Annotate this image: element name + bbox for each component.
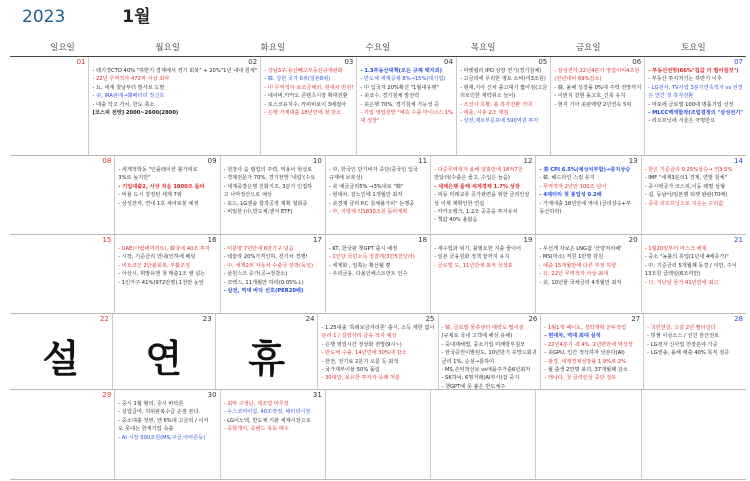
news-item: - 1.25대출 '특례보금자리론' 출시, 소득 제한 없이 <box>321 325 435 331</box>
day-cell[interactable] <box>326 235 431 313</box>
news-item: - 일본 금융원화 정책 끝까지 유지 <box>434 254 510 261</box>
day-cell[interactable] <box>357 57 457 155</box>
day-number: 01 <box>76 58 86 66</box>
news-list <box>329 245 427 279</box>
day-number: 28 <box>734 315 743 323</box>
news-item: - 현대차, 갈노인에 1개월만 최저 <box>328 192 403 199</box>
news-item: (규제로 국내 고객에 해상 유해) <box>441 333 513 340</box>
news-item: - 강남3구,용산빼고부동산규제완화 <box>264 68 343 74</box>
day-number: 18 <box>418 236 428 244</box>
day-number: 22 <box>99 315 109 323</box>
day-number: 23 <box>202 315 212 323</box>
news-item: - 카카오뱅크, 1.2조 공중을 투자유치 <box>434 209 518 216</box>
day-cell[interactable] <box>541 314 644 389</box>
week-row <box>10 390 746 480</box>
month-label: 1월 <box>122 7 151 27</box>
news-item: - 중시백국가 코스피,이둥 레벌 상형 <box>644 183 725 190</box>
news-list <box>329 166 427 216</box>
news-item: - 1월1개 페이도, 청약개혁 군두작업 <box>544 325 627 331</box>
week-row <box>10 235 746 314</box>
weekday-label: 금요일 <box>575 43 601 53</box>
news-item: - 美, 10년물 국채금리 4개월만 최저 <box>539 279 622 286</box>
news-item: - 美경제 금리 P.C 침체불가피" 논쟁중 <box>328 200 415 207</box>
weekday-label: 토요일 <box>681 43 706 53</box>
day-number: 05 <box>538 58 548 66</box>
day-number: 30 <box>207 391 217 399</box>
day-cell[interactable] <box>457 57 551 155</box>
news-item: - 부동산 투자처기는 하반기 이후 <box>648 76 722 83</box>
news-item: - 애플, 시총 2조 깨짐 <box>459 110 509 117</box>
day-cell[interactable] <box>644 314 746 389</box>
news-item: 도 못내는 한계기업 속출 <box>118 426 174 433</box>
news-item: - 한국증권이발된도, 10년만기 유망드회귀 <box>441 350 537 357</box>
day-number: 15 <box>102 236 112 244</box>
day-number: 16 <box>207 236 217 244</box>
news-item: - AI 시장 500조원(MS,구글,아마존등) <box>118 434 206 441</box>
news-item: - 中 무역적자 보조금해외, 현대차 반전! <box>264 84 354 91</box>
news-item: - 마켓컬리 IPO 상장 연기(경기침체) <box>459 68 542 74</box>
news-item: - 1.3부동산대책(모든 규제 택지외) <box>360 68 443 74</box>
day-number: 29 <box>102 391 112 399</box>
news-item: - MLCC백색합작(조립결정의 "삼성전기" <box>648 110 743 117</box>
news-item: - 세계은행 올해 세계경제 1.7% 성장 <box>434 183 520 190</box>
day-cell[interactable] <box>536 390 641 479</box>
day-number <box>645 391 743 400</box>
news-item: - 실업급여, 허위판복수급 손질 본다. <box>118 409 201 416</box>
day-cell[interactable] <box>115 156 220 234</box>
news-item: - 22년4분기 -0.4%, 2년반만에 역성장 <box>544 341 633 348</box>
holiday-character: 휴 <box>248 337 285 381</box>
news-list <box>539 166 637 216</box>
day-number <box>539 391 637 400</box>
news-item: - 무역적자 2년만 100조 넘어 <box>539 183 607 190</box>
holiday-character: 설 <box>42 337 80 381</box>
day-cell[interactable] <box>115 390 220 479</box>
news-item: - 우선게 자보은 LNG값 '산양처리배' <box>539 246 622 252</box>
news-item: - 비밀한 (中,반도체,엔서 ETF) <box>223 209 293 216</box>
news-item: - 삼전,제브부문포에 590억원 투자 <box>459 118 539 125</box>
news-item: - 22년 무역적자 472억 사상 최악 <box>92 76 170 83</box>
news-item: - KT, 한국판 챗GPT 출시 예정 <box>328 246 398 252</box>
news-item: - 포스코유지수, 카피비보이 3배절아 <box>264 101 347 108</box>
news-list <box>118 166 216 208</box>
day-number: 07 <box>734 58 743 66</box>
news-item: 분리 1 / 설령자리 금융 적자 예상 <box>321 333 397 340</box>
weekday-label: 화요일 <box>260 43 286 53</box>
day-number: 02 <box>248 58 258 66</box>
news-item: - 중소대출 정번, 엔 6%대 고금리 / 이자 <box>118 417 209 424</box>
day-number: 04 <box>444 58 453 66</box>
news-item: - MS,손익적선보 vs애플주가출6년최저 <box>441 367 531 374</box>
news-item: - 반도체 수출, 14년만에 30%대 감소 <box>321 350 407 357</box>
news-item: - 1월20일부터 마스크 해제 <box>644 246 707 252</box>
news-item: - 캐나다, 첫 금리인상 중단 검토 <box>544 375 617 382</box>
day-number: 14 <box>734 157 743 165</box>
day-number <box>434 391 532 400</box>
news-item: - 가계대출 18년만에 역대 (금리상승+부 <box>539 200 632 207</box>
news-list <box>460 67 547 126</box>
news-item: - 삼전, 역대 바닥 선호(PER20배) <box>223 288 304 295</box>
news-list <box>442 324 538 391</box>
news-item: [코스피 전망] 2000~2600(2800) <box>92 110 179 117</box>
news-item: - 고금리에 무리한 영토 소비(미3조원) <box>459 76 546 83</box>
news-item: - 다중무역적자 올해 열흘만에 18억7천 <box>434 167 523 173</box>
day-number: 17 <box>312 236 322 244</box>
weekday-header-row <box>10 40 746 57</box>
news-list <box>224 166 322 216</box>
news-item: - 현지 기아 美판매량 2년연속 5위 <box>554 101 632 108</box>
day-cell[interactable] <box>318 314 438 389</box>
news-item: - 쉽, 동남아/일본행 티켓 완판(70배) <box>644 192 728 199</box>
news-item: - 삼성전자, 연내 1호 셰어로봇 예정 <box>118 200 199 207</box>
news-list <box>647 324 743 358</box>
news-item: - 국가재부이율 50% 돌림 <box>321 367 380 374</box>
news-item: - 우리금융, 다올인베스트먼트 인수 <box>328 271 408 278</box>
news-item: - 포드, LG엔솔 합작공장 계획 철회중 <box>223 200 308 207</box>
day-cell[interactable] <box>536 235 641 313</box>
news-item: - 中, 지방재 약1830조원 돌파계획 <box>328 209 408 216</box>
day-cell[interactable] <box>113 314 216 389</box>
news-list <box>118 400 216 442</box>
news-item: - 中, 한국인 단기비자 중단(중국인 입국 <box>328 167 418 173</box>
news-item: - 美코수, 경기침체 발전력 <box>360 93 420 100</box>
news-item: - 비율 도시 강정된 세계 7위 <box>118 192 182 199</box>
news-item: - 韓, 헤드라인 스컵 유지 <box>539 175 595 182</box>
day-cell[interactable] <box>551 57 645 155</box>
news-list <box>648 67 743 126</box>
news-item: 금리 1%, 순실→튠하여 <box>441 358 495 365</box>
day-cell[interactable] <box>439 314 542 389</box>
year-label: 2023 <box>22 7 66 27</box>
news-item: - 예출 15개월만에 다른 부정 하향 <box>539 262 617 269</box>
news-item: - 국민연금, 고갈 2년 빨라진다 <box>647 325 716 331</box>
news-list <box>434 166 532 225</box>
calendar-header <box>22 2 151 26</box>
day-cell[interactable] <box>10 57 89 155</box>
day-cell[interactable] <box>10 390 115 479</box>
day-cell[interactable] <box>89 57 261 155</box>
news-item: - 비트코인 2만불회복, 부활조짐 <box>118 262 191 269</box>
day-number: 12 <box>523 157 533 165</box>
holiday-character: 연 <box>145 337 183 381</box>
news-list <box>224 400 322 434</box>
news-item: 상 이제 재확인한 연설 <box>434 200 485 207</box>
news-item: - LG전자 신사업 전장분야 가공 <box>647 341 718 348</box>
news-item: - LG이노텍, 반도체 기판 세계시장으로 <box>223 417 311 424</box>
news-item: - 중학개미, 중렌드 목동 매수 <box>223 426 289 433</box>
day-cell[interactable] <box>326 390 431 479</box>
news-item: - 삼성전자 22년4분기 영업이익4조원 <box>554 68 640 74</box>
news-item: 규제에 보복성) <box>328 175 363 182</box>
weekday-label: 목요일 <box>470 43 496 53</box>
day-cell[interactable] <box>221 235 326 313</box>
news-item: - 중대재해법, 중소기업 미래방부침모 <box>441 341 526 348</box>
day-cell[interactable] <box>10 156 115 234</box>
day-cell[interactable] <box>216 314 319 389</box>
news-item: - 세계적학동 "인플레이션 불가피로 <box>118 167 198 173</box>
news-item: - 조선사 호황, 올 흑자전환 기대 <box>459 101 532 108</box>
news-item: 3%로 높지만" <box>118 175 151 182</box>
news-item: - 세수험과 위기, 불필요한 지출 줄이어 <box>434 246 522 252</box>
news-item: - 이번지 강현 돌고호_긴축 유지 <box>554 93 626 100</box>
news-item: - 1인당 국민소득 청결에(3만5천달러) <box>328 254 415 261</box>
news-item: - 글로벌 도, 11년만에 최저 성적표 <box>434 262 513 269</box>
news-list <box>118 245 216 287</box>
day-cell[interactable] <box>115 235 220 313</box>
day-number <box>329 391 427 400</box>
day-cell[interactable] <box>221 390 326 479</box>
day-number: 20 <box>628 236 638 244</box>
news-item: 은 연간 첫 흑자전환 <box>648 93 694 100</box>
news-item: - 마포에 글로벌 100대 명품기업 선정 <box>648 101 734 108</box>
day-cell[interactable] <box>431 235 536 313</box>
week-row <box>10 156 746 235</box>
day-number: 24 <box>305 315 315 323</box>
day-cell[interactable] <box>221 156 326 234</box>
news-item: - 중국 리오프닝으로 지손는 구리값 <box>644 200 724 207</box>
day-number: 31 <box>312 391 322 399</box>
day-cell[interactable] <box>431 390 536 479</box>
news-item: - 책값 40% 올랐음 <box>434 217 478 224</box>
news-item: - 아상시, 휘발유맨 첫 매출1조 뗀 넘는 <box>118 271 206 278</box>
news-item: - 韓, 강한 국가 6위(일본8위) <box>264 76 331 83</box>
day-cell[interactable] <box>431 156 536 234</box>
news-item: - 부동산전망(66%"집값 더 떨어질것") <box>648 68 739 74</box>
news-item: - 中, 세계2위 자동차 수출국 임박(독일) <box>223 262 314 269</box>
news-item: - 기업대출2, 사상 처음 1800조 돌파 <box>118 183 205 190</box>
news-item: - 기업 영업전망 "예측 수출 마이너스 1% <box>360 110 453 117</box>
news-item: - 은행 영업시간 정상화 전망(9시~) <box>321 341 402 348</box>
news-item: - 현대차, 역대 최대 실적 <box>544 333 601 340</box>
news-list <box>224 245 322 295</box>
news-item: - 중시 1월 혈리, 증시 바닥론 <box>118 401 184 407</box>
day-number: 10 <box>312 157 322 165</box>
news-list <box>539 245 637 287</box>
day-number: 13 <box>628 157 638 165</box>
news-item: 리로인한 계약취소 늘어) <box>459 93 516 100</box>
calendar-grid <box>10 40 746 480</box>
news-item: 13조원 클레임(6조미만) <box>644 271 701 278</box>
day-cell[interactable] <box>642 235 746 313</box>
day-cell[interactable] <box>326 156 431 234</box>
news-item: - 韓, 올해 성장률 0%대 주력 전망까지 <box>554 84 642 91</box>
news-item: - 韓, 글로벌 물류센터 매력도 떨어짐 <box>441 325 524 331</box>
news-item: - 전장사 움 렬업의 주력, 역용이 현실로 <box>223 167 313 173</box>
news-item: - 미분양 7년만에 6만가구 넘음 <box>223 246 294 252</box>
news-item: - 빗썸 이삼소스 / 선진 감산전로 <box>647 333 720 340</box>
day-cell[interactable] <box>536 156 641 234</box>
news-item: 고 나마정산으로 예상 <box>223 192 272 199</box>
news-list <box>645 245 743 287</box>
news-item: - MS(마소) 직원 1만명 감원 <box>539 254 604 261</box>
news-item: - 한전, 전기료 2분기 오를 듯 최적 <box>321 358 399 365</box>
news-item: - 美, IRA판매→韓배터리 정신호 <box>92 93 165 100</box>
news-item: - 中, 기준금리 5개월째 동결 / 미만, 주식 <box>644 262 737 269</box>
news-item: 만달러(수출은 줄고, 수입은 늘음) <box>434 175 510 182</box>
day-cell[interactable] <box>645 57 746 155</box>
news-item: - 日, 22년 무역적자 사상 최대 <box>539 271 609 278</box>
news-item: - 월 출생 2만명 붕괴, 37개월째 감소 <box>544 367 628 374</box>
news-item: - LG전자, TV사업 3분기연속적자 vs 전장 <box>648 84 743 91</box>
weekday-label: 수요일 <box>365 43 391 53</box>
news-item: - 테슬라 20%가격인하, 전기차 경쟁! <box>223 254 308 261</box>
news-item: - 한은 기준금리 0.25%상승→ 연3.5% <box>644 167 733 173</box>
weekday-label: 일요일 <box>50 43 75 53</box>
news-item: - 뇨, 세계 첫날부터 발사로 도발 <box>92 84 165 91</box>
day-number: 21 <box>734 236 743 244</box>
day-number: 27 <box>631 315 641 323</box>
week-row <box>10 57 746 156</box>
news-item: - IMF "세계3분의1 경제, 연말 침체" <box>644 175 727 182</box>
news-item: - 피동 미래교류 증가관련을 위한 금리인상 <box>434 192 530 199</box>
news-list <box>434 245 532 270</box>
news-item: - 1인가구 41%(972만명),1천만 눈앞 <box>118 279 204 286</box>
week-row <box>10 314 746 390</box>
news-item: - 경제전문가 70%, 경기전망 '내림'(수요 <box>223 175 316 182</box>
news-list <box>92 67 257 117</box>
news-item: - 테기경CTO 40% "하반기 경제에서 경기 회복" + 20%"1년 내내 침체" <box>92 68 258 74</box>
news-item: - 시장, 기준금리 연내(인하에 베팅 <box>118 254 196 261</box>
day-cell[interactable] <box>642 156 746 234</box>
news-item: - 美 예금금리5% →3%대로 "韓" <box>328 183 404 190</box>
news-list <box>544 324 640 383</box>
day-number: 19 <box>523 236 533 244</box>
news-item: - 중소 "농불의 휴업(1년새 4배증가)" <box>644 254 729 261</box>
news-list <box>554 67 641 109</box>
day-number: 09 <box>207 157 217 165</box>
day-cell[interactable] <box>261 57 357 155</box>
news-item: - 中 입국자 20%확진 "1월대유행" <box>360 84 439 91</box>
news-item: - 삼원스즈 증가(공→정감소) <box>223 271 288 278</box>
news-list <box>360 67 453 126</box>
day-number: 03 <box>344 58 354 66</box>
news-item: - 리오프닝에 서울은 극명한요 <box>648 118 716 125</box>
news-list <box>645 166 743 208</box>
news-item: - 대출 작고 가치, 한도 축소 <box>92 101 155 108</box>
news-item: 동산하락) <box>539 209 562 216</box>
news-item: - 현재,기아 신차 출고대기 짧아짐(고금 <box>459 84 548 91</box>
day-number: 26 <box>528 315 538 323</box>
news-item: - 우스코머미집, 40조적정, 배터리시장 <box>223 409 311 416</box>
day-cell[interactable] <box>642 390 746 479</box>
news-item: - 日, 지난달 물가 41년만에 최고 <box>644 279 719 286</box>
news-item: - 반도체 세제공제 8%→15%(대기업) <box>360 76 446 83</box>
news-item: - UAE(아랍에미리트), 韓국에 40조 투자 <box>118 246 210 252</box>
day-number: 06 <box>632 58 642 66</box>
news-item: - 광경, 세계경제성장률 1.9%로 2% <box>544 358 626 365</box>
news-item: - 세계중장은행 진화지조, 3분기 인접하 <box>223 183 313 190</box>
weekday-label: 월요일 <box>155 43 181 53</box>
news-item: (전년대비 69%감소) <box>554 76 602 83</box>
day-number: 08 <box>102 157 112 165</box>
news-item: - 美GPU, 인간 정삭하자 낮본다(AI) <box>544 350 625 357</box>
day-cell[interactable] <box>10 314 113 389</box>
news-item: - 30대만, 보유한 투자자 유쾌 처분 <box>321 375 400 382</box>
news-item: - 은행 가계대출 18년만에 첫 감소 <box>264 110 342 117</box>
day-number: 11 <box>418 157 428 165</box>
news-item: - SK하닉, 6명거래(AI부사)잡 중지 <box>441 375 520 382</box>
news-item: - 4제터리 첫 봉업성 0.2배 <box>539 192 602 199</box>
news-item: - 세계화 , 일쪽는 확산될 뿐 <box>328 262 391 269</box>
news-item: - 네이버,카카오 콘텐츠시장 확대전환 <box>264 93 348 100</box>
day-cell[interactable] <box>10 235 115 313</box>
news-list <box>321 324 434 383</box>
day-number: 25 <box>425 315 435 323</box>
news-item: - 최악 구정난, 제조업 마무장 <box>223 401 289 407</box>
news-item: - 코렉스, 11개월만 하락(0.05%↓) <box>223 279 304 286</box>
news-list <box>264 67 353 117</box>
news-item: - LG엔솔, 올해 매출 40% 목직 점증 <box>647 350 730 357</box>
news-item: 대 성장" <box>360 118 380 125</box>
news-item: - 美은행 70%, 경기침체 가능성 증 <box>360 101 439 108</box>
news-item: - 美 CPI 6.5%(예상치부합)→중지상승 <box>539 167 631 173</box>
news-item: - 챗GPT에 못 붙은 반도체주 <box>441 383 506 390</box>
